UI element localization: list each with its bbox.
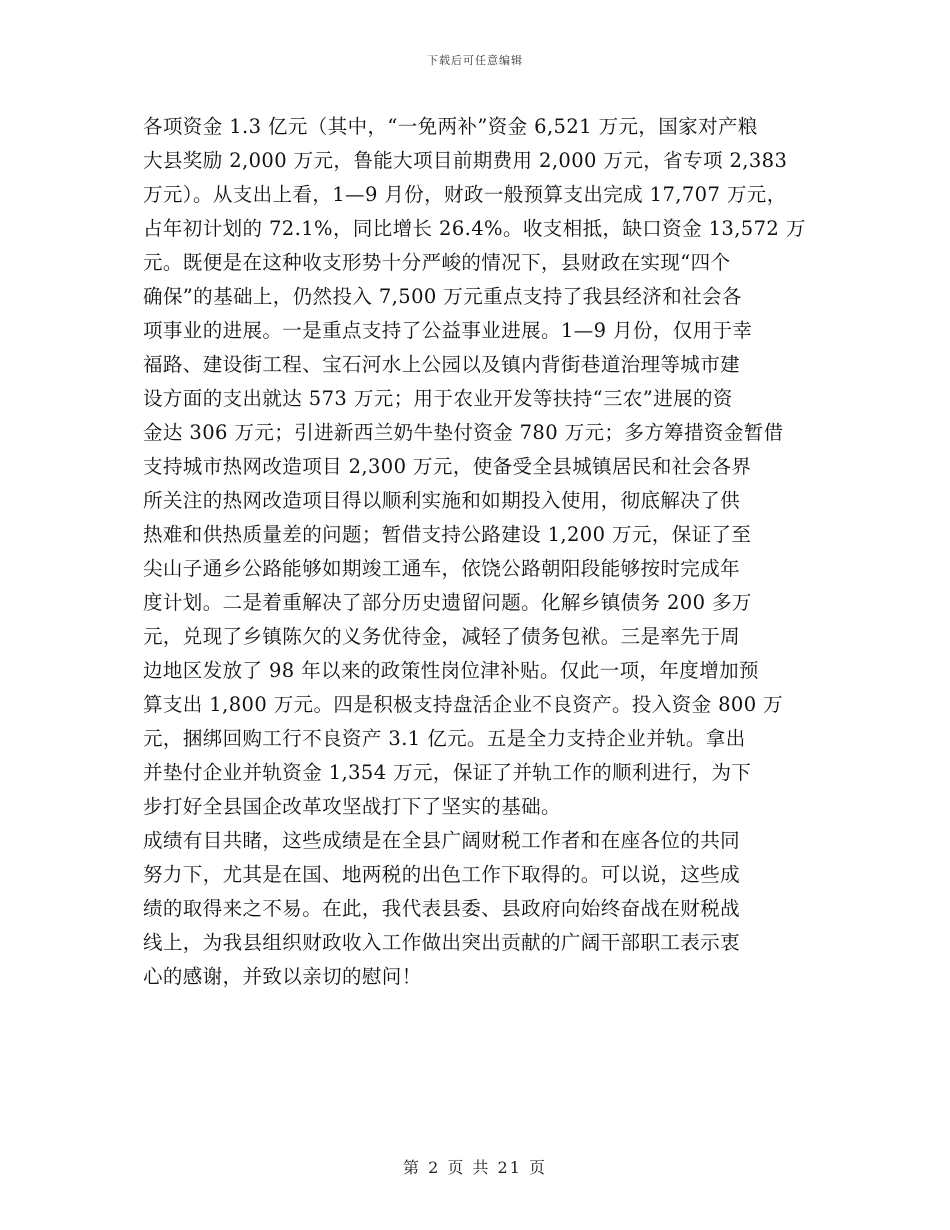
body-line: 确保”的基础上，仍然投入 7,500 万元重点支持了我县经济和社会各	[143, 285, 742, 308]
body-line: 福路、建设街工程、宝石河水上公园以及镇内背街巷道治理等城市建	[143, 353, 741, 376]
body-line: 各项资金 1.3 亿元（其中，“一免两补”资金 6,521 万元，国家对产粮	[143, 115, 758, 138]
body-line: 心的感谢，并致以亲切的慰问！	[143, 965, 422, 988]
document-body	[143, 110, 823, 994]
body-line: 占年初计划的 72.1%，同比增长 26.4%。收支相抵，缺口资金 13,572 万	[143, 217, 806, 240]
page-header: 下载后可任意编辑	[427, 54, 523, 67]
body-line: 支持城市热网改造项目 2,300 万元，使备受全县城镇居民和社会各界	[143, 455, 752, 478]
body-line: 步打好全县国企改革攻坚战打下了坚实的基础。	[143, 795, 561, 818]
body-line: 元。既便是在这种收支形势十分严峻的情况下，县财政在实现“四个	[143, 251, 731, 274]
body-line: 努力下，尤其是在国、地两税的出色工作下取得的。可以说，这些成	[143, 863, 741, 886]
body-line: 度计划。二是着重解决了部分历史遗留问题。化解乡镇债务 200 多万	[143, 591, 752, 614]
body-line: 大县奖励 2,000 万元，鲁能大项目前期费用 2,000 万元，省专项 2,383	[143, 149, 788, 172]
body-line: 尖山子通乡公路能够如期竣工通车，依饶公路朝阳段能够按时完成年	[143, 557, 741, 580]
body-line: 元，兑现了乡镇陈欠的义务优待金，减轻了债务包袱。三是率先于周	[143, 625, 741, 648]
body-line: 线上，为我县组织财政收入工作做出突出贡献的广阔干部职工表示衷	[143, 931, 741, 954]
body-line: 并垫付企业并轨资金 1,354 万元，保证了并轨工作的顺利进行，为下	[143, 761, 752, 784]
body-line: 元，捆绑回购工行不良资产 3.1 亿元。五是全力支持企业并轨。拿出	[143, 727, 746, 750]
body-line: 所关注的热网改造项目得以顺利实施和如期投入使用，彻底解决了供	[143, 489, 741, 512]
body-line: 边地区发放了 98 年以来的政策性岗位津补贴。仅此一项，年度增加预	[143, 659, 759, 682]
body-line: 项事业的进展。一是重点支持了公益事业进展。1—9 月份，仅用于幸	[143, 319, 753, 342]
body-line: 金达 306 万元；引进新西兰奶牛垫付资金 780 万元；多方筹措资金暂借	[143, 421, 784, 444]
body-line: 热难和供热质量差的问题；暂借支持公路建设 1,200 万元，保证了至	[143, 523, 752, 546]
body-line: 成绩有目共睹，这些成绩是在全县广阔财税工作者和在座各位的共同	[143, 829, 741, 852]
body-line: 算支出 1,800 万元。四是积极支持盘活企业不良资产。投入资金 800 万	[143, 693, 784, 716]
page-footer: 第 2 页 共 21 页	[403, 1158, 547, 1177]
body-line: 绩的取得来之不易。在此，我代表县委、县政府向始终奋战在财税战	[143, 897, 741, 920]
body-line: 设方面的支出就达 573 万元；用于农业开发等扶持“三农”进展的资	[143, 387, 733, 410]
body-line: 万元）。从支出上看，1—9 月份，财政一般预算支出完成 17,707 万元，	[143, 183, 787, 206]
